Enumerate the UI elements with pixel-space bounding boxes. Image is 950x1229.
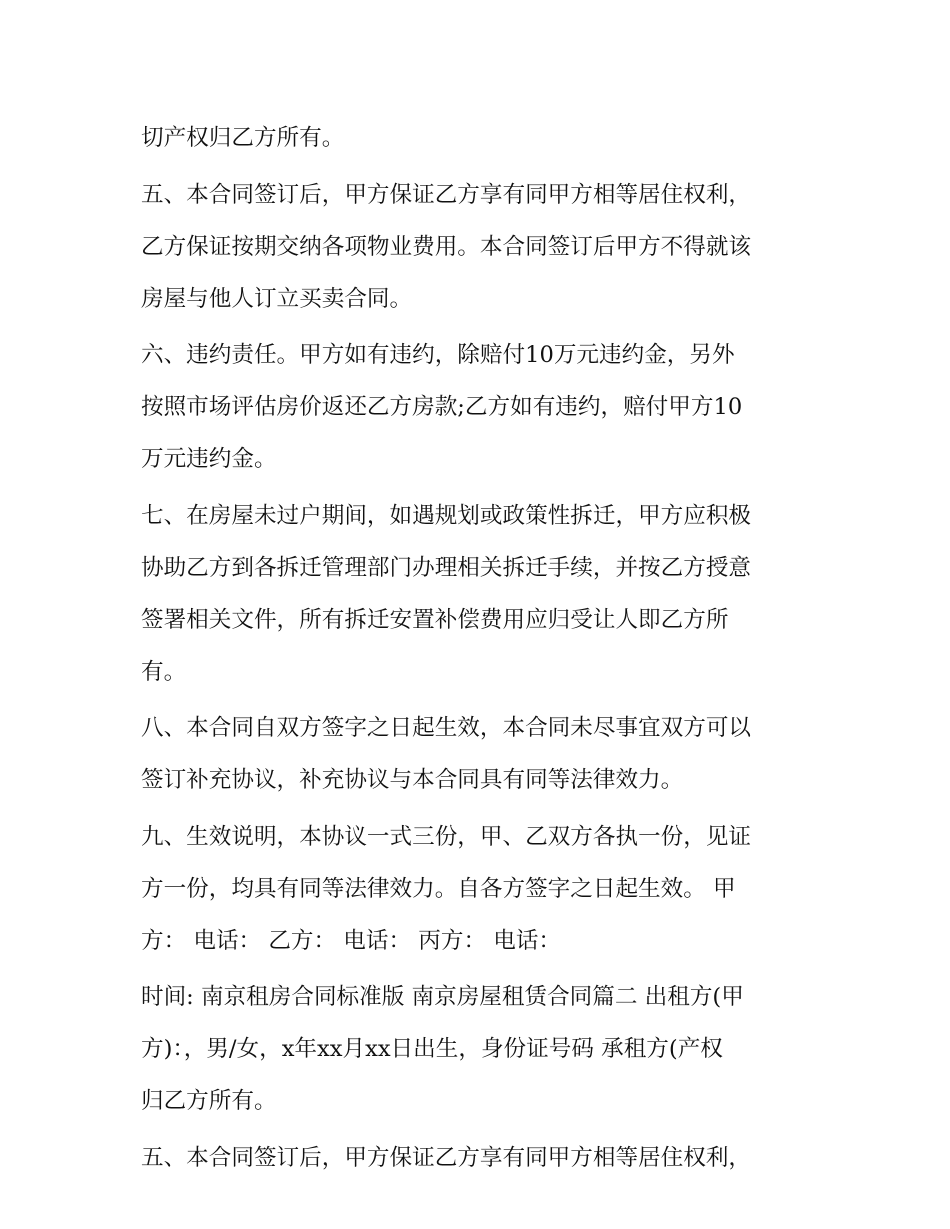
document-body (141, 112, 821, 1188)
paragraph-clause-nine: 九、生效说明，本协议一式三份，甲、乙双方各执一份，见证 方一份，均具有同等法律效力。自各方签字之日起生效。 甲 方： 电话： 乙方： 电话： 丙方： 电话： (141, 823, 752, 954)
paragraph-time-lease: 时间: 南京租房合同标准版 南京房屋租赁合同篇二 出租方(甲 方)：，男/女，x年xx月xx日出生，身份证号码 承租方(产权 归乙方所有。 (141, 984, 744, 1114)
paragraph-clause-five: 五、本合同签订后，甲方保证乙方享有同甲方相等居住权利， 乙方保证按期交纳各项物业费用。本合同签订后甲方不得就该 房屋与他人订立买卖合同。 (141, 181, 752, 312)
paragraph-clause-six: 六、违约责任。甲方如有违约，除赔付10万元违约金，另外 按照市场评估房价返还乙方房款;乙方如有违约，赔付甲方10 万元违约金。 (141, 342, 743, 472)
paragraph-property-clause-end: 切产权归乙方所有。 (141, 125, 345, 151)
paragraph-clause-eight: 八、本合同自双方签字之日起生效，本合同未尽事宜双方可以 签订补充协议，补充协议与本合同具有同等法律效力。 (141, 715, 752, 793)
paragraph-clause-seven: 七、在房屋未过户期间，如遇规划或政策性拆迁，甲方应积极 协助乙方到各拆迁管理部门办理相关拆迁手续，并按乙方授意 签署相关文件，所有拆迁安置补偿费用应归受让人即乙方所 有。 (141, 502, 752, 685)
paragraph-clause-five-repeat: 五、本合同签订后，甲方保证乙方享有同甲方相等居住权利， (141, 1144, 752, 1171)
